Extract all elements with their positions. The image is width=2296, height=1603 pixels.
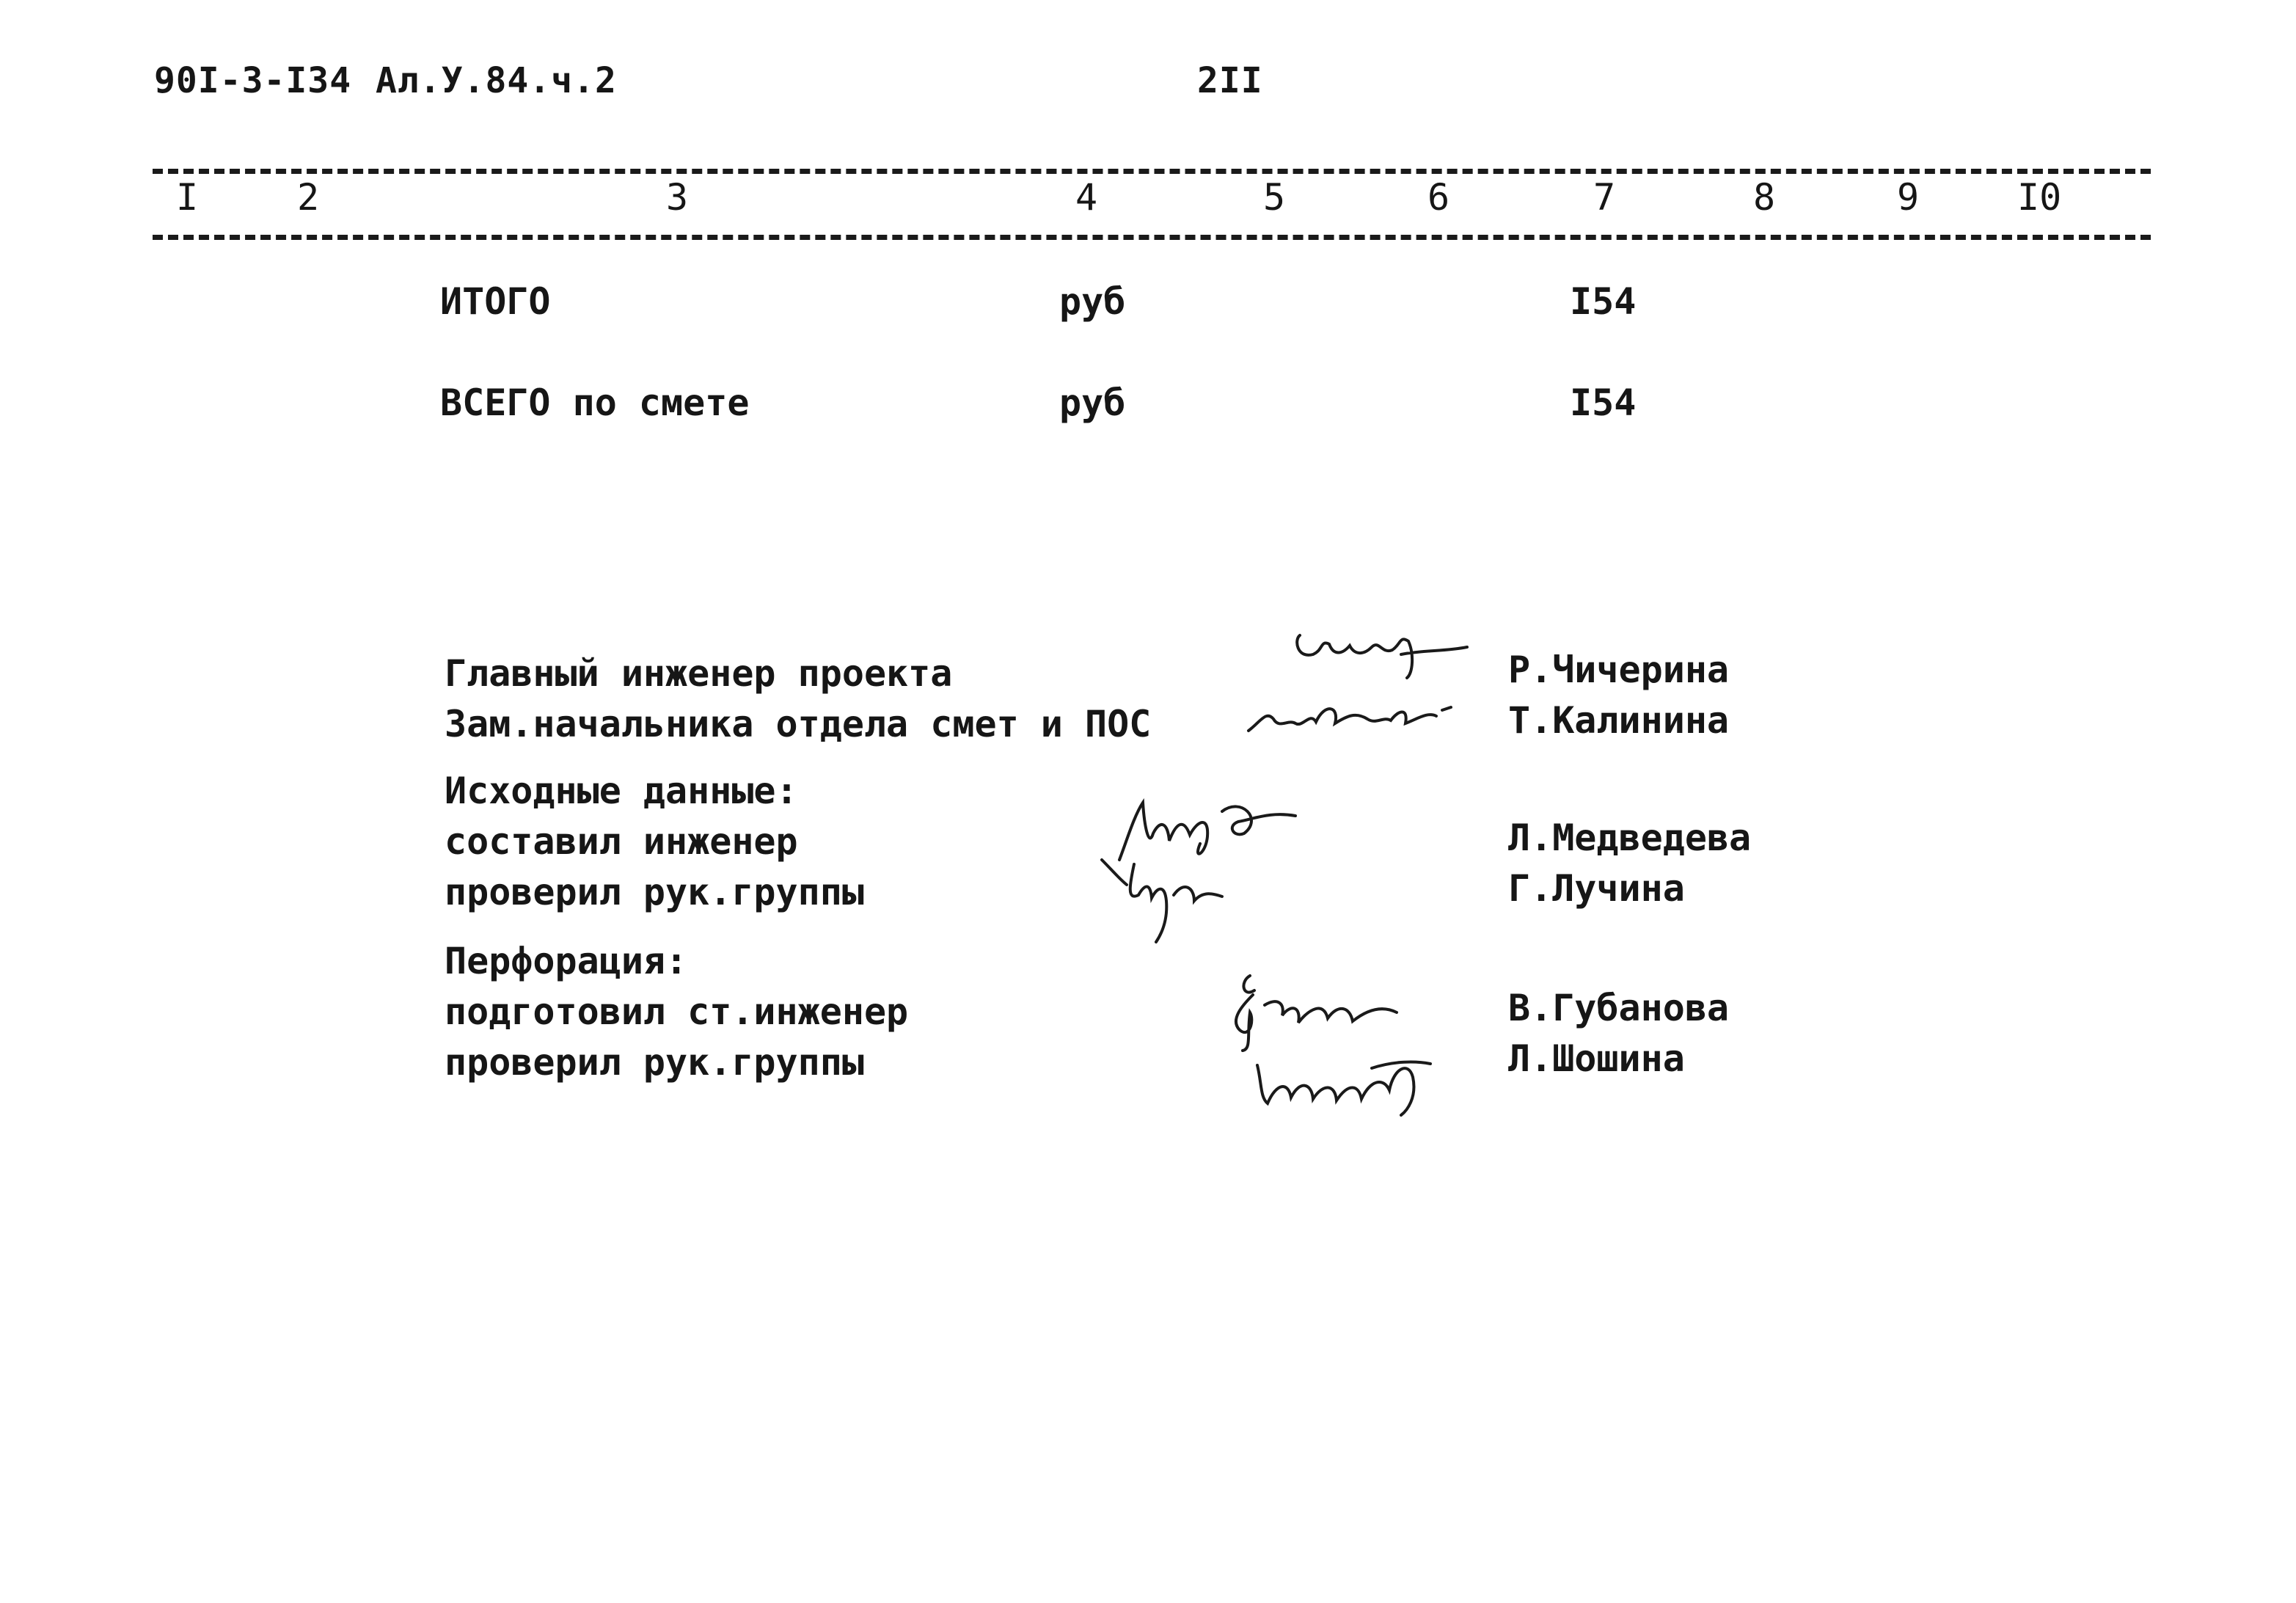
compiled-title: составил инженер bbox=[445, 820, 798, 863]
deputy-head-signature bbox=[1244, 690, 1457, 741]
column-number: I bbox=[176, 176, 199, 219]
page-number: 2II bbox=[1197, 60, 1263, 101]
album-reference: Ал.У.84.ч.2 bbox=[376, 60, 617, 101]
table-header-rule bbox=[153, 235, 2151, 240]
prepared-title: подготовил ст.инженер bbox=[445, 990, 909, 1033]
perforation-checked-title: проверил рук.группы bbox=[445, 1041, 864, 1084]
deputy-head-title: Зам.начальника отдела смет и ПОС bbox=[445, 703, 1152, 745]
row-value: I54 bbox=[1570, 381, 1637, 424]
checked-title: проверил рук.группы bbox=[445, 871, 864, 913]
chief-engineer-title: Главный инженер проекта bbox=[445, 652, 953, 695]
checked-signature bbox=[1097, 852, 1244, 948]
perforation-checked-name: Л.Шошина bbox=[1508, 1037, 1685, 1080]
column-number: 4 bbox=[1075, 176, 1098, 219]
row-label: ВСЕГО по смете bbox=[440, 381, 750, 424]
row-unit: руб bbox=[1059, 280, 1126, 323]
row-value: I54 bbox=[1570, 280, 1637, 323]
chief-engineer-signature bbox=[1291, 625, 1474, 684]
column-number: 6 bbox=[1427, 176, 1450, 219]
row-unit: руб bbox=[1059, 381, 1126, 424]
prepared-name: В.Губанова bbox=[1508, 987, 1730, 1029]
compiled-name: Л.Медведева bbox=[1508, 817, 1752, 859]
deputy-head-name: Т.Калинина bbox=[1508, 699, 1730, 742]
column-number: I0 bbox=[2017, 176, 2062, 219]
column-number: 3 bbox=[666, 176, 689, 219]
column-number: 8 bbox=[1753, 176, 1776, 219]
perforation-heading: Перфорация: bbox=[445, 940, 688, 982]
perforation-titles bbox=[445, 936, 908, 1088]
table-top-rule bbox=[153, 169, 2151, 174]
checked-name: Г.Лучина bbox=[1508, 867, 1685, 910]
row-label: ИТОГО bbox=[440, 280, 551, 323]
column-number: 7 bbox=[1593, 176, 1616, 219]
column-number: 5 bbox=[1263, 176, 1286, 219]
column-number: 9 bbox=[1897, 176, 1920, 219]
column-number: 2 bbox=[297, 176, 320, 219]
chief-engineer-name: Р.Чичерина bbox=[1508, 649, 1730, 691]
source-data-heading: Исходные данные: bbox=[445, 770, 798, 812]
signature-titles bbox=[445, 649, 1151, 750]
document-code: 90I-3-I34 bbox=[154, 60, 352, 101]
source-data-titles bbox=[445, 766, 864, 918]
perforation-checked-signature bbox=[1247, 1039, 1438, 1120]
